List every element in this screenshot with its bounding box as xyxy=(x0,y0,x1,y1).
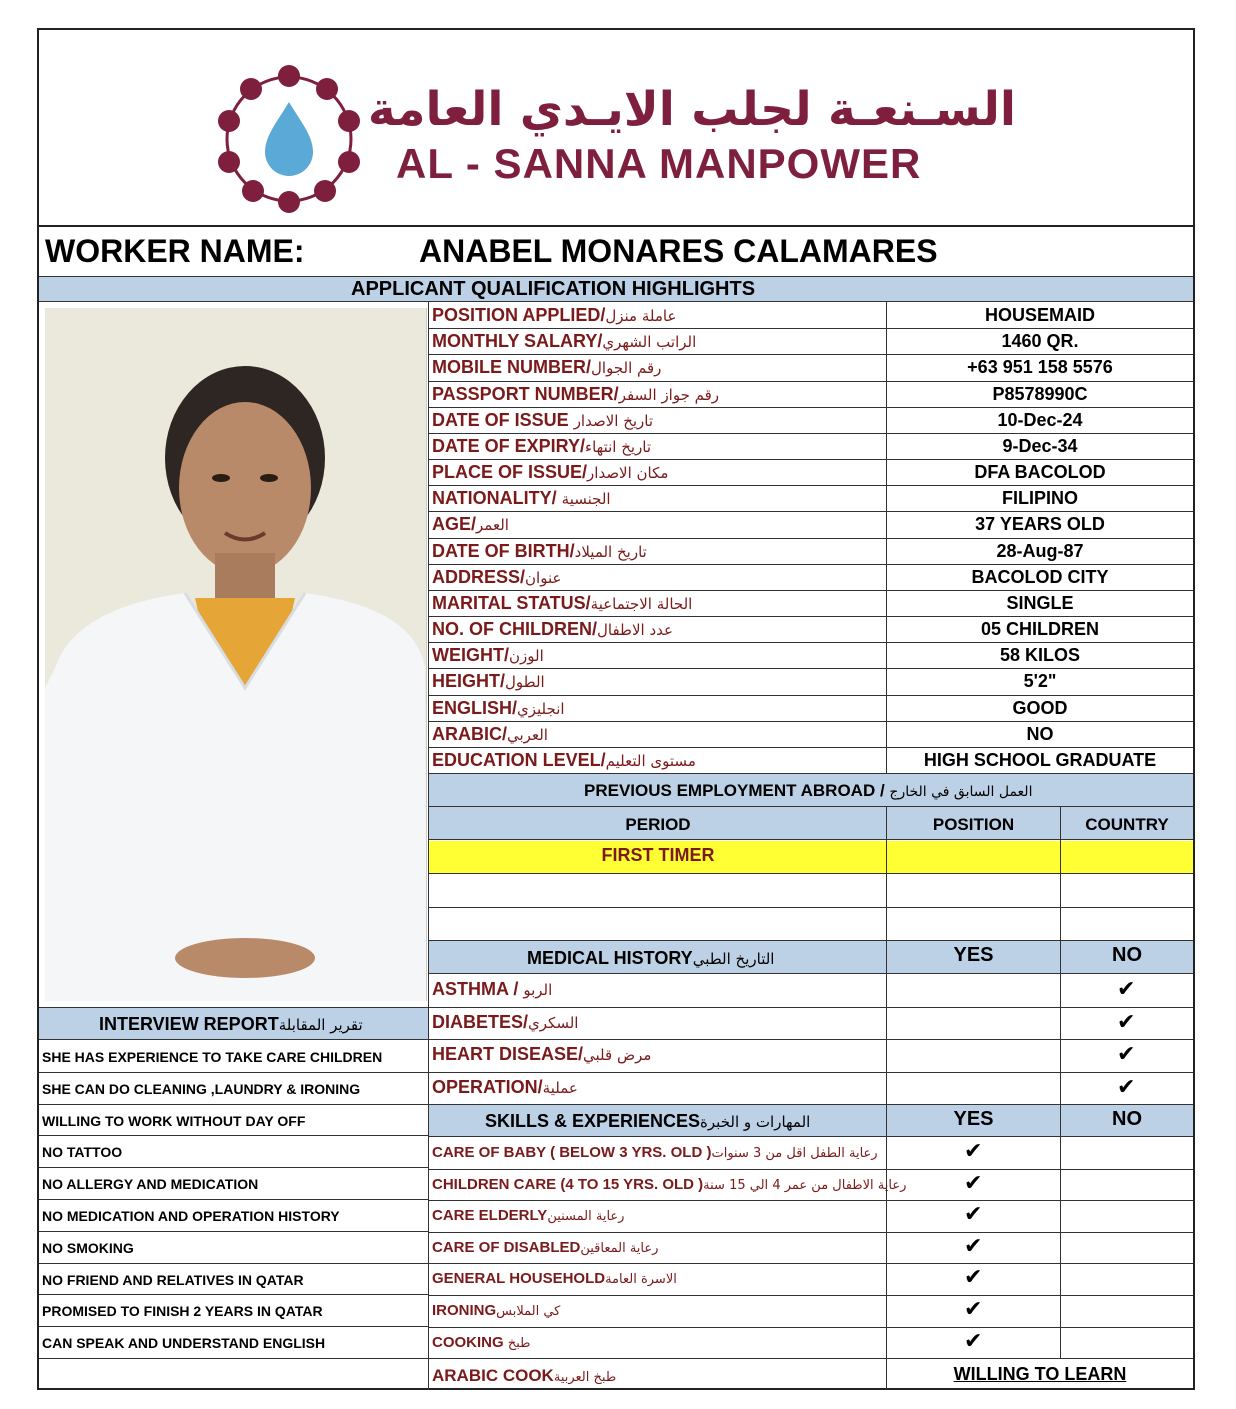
detail-label-ar: تاريخ الاصدار xyxy=(573,412,654,430)
medical-item-label-en: OPERATION/ xyxy=(432,1077,543,1097)
check-mark-icon: ✔ xyxy=(1117,976,1136,1001)
detail-label xyxy=(432,541,647,562)
medical-title-ar: التاريخ الطبي xyxy=(692,950,775,968)
detail-value: 37 YEARS OLD xyxy=(975,514,1105,534)
worker-name-value: ANABEL MONARES CALAMARES xyxy=(419,233,938,269)
employment-title-en: PREVIOUS EMPLOYMENT ABROAD / xyxy=(584,781,885,800)
detail-value: 5'2" xyxy=(1023,671,1057,691)
detail-label-ar: رقم الجوال xyxy=(591,359,662,377)
detail-value: SINGLE xyxy=(1006,593,1074,613)
detail-label xyxy=(432,698,565,719)
skills-no-header: NO xyxy=(1112,1108,1142,1130)
skill-item-label xyxy=(432,1176,906,1193)
skill-item-label-ar: رعاية المعاقين xyxy=(580,1241,659,1256)
skill-item-label xyxy=(432,1302,560,1319)
detail-label-en: ADDRESS/ xyxy=(432,567,526,587)
interview-line: NO FRIEND AND RELATIVES IN QATAR xyxy=(42,1272,304,1288)
detail-value: HIGH SCHOOL GRADUATE xyxy=(923,750,1157,770)
check-mark-icon: ✔ xyxy=(964,1264,983,1289)
medical-yes-header: YES xyxy=(953,944,994,966)
detail-value: BACOLOD CITY xyxy=(971,567,1109,587)
worker-name-label: WORKER NAME: xyxy=(45,233,305,269)
arabic-cook-label-en: ARABIC COOK xyxy=(432,1366,554,1385)
skill-item-label-ar: رعاية الطفل اقل من 3 سنوات xyxy=(711,1146,878,1161)
detail-label-en: PASSPORT NUMBER/ xyxy=(432,384,619,404)
employment-header-position: POSITION xyxy=(932,815,1015,834)
applicant-sheet xyxy=(37,28,1195,1390)
interview-line: NO ALLERGY AND MEDICATION xyxy=(42,1176,259,1192)
skill-item-label-en: GENERAL HOUSEHOLD xyxy=(432,1270,606,1287)
check-mark-icon: ✔ xyxy=(964,1328,983,1353)
applicant-photo xyxy=(45,308,427,1001)
medical-title-en: MEDICAL HISTORY xyxy=(527,948,693,968)
detail-label xyxy=(432,750,696,771)
medical-item-label-en: HEART DISEASE/ xyxy=(432,1044,584,1064)
interview-title-ar: تقرير المقابلة xyxy=(278,1016,363,1034)
employment-header-country: COUNTRY xyxy=(1085,815,1169,834)
check-mark-icon: ✔ xyxy=(964,1138,983,1163)
medical-item-label-en: DIABETES/ xyxy=(432,1012,529,1032)
company-header xyxy=(39,30,1193,227)
detail-label xyxy=(432,671,545,692)
detail-label-en: NO. OF CHILDREN/ xyxy=(432,619,597,639)
detail-value: 05 CHILDREN xyxy=(980,619,1100,639)
medical-item-label xyxy=(432,1077,578,1098)
skill-item-label-en: CARE OF BABY ( BELOW 3 YRS. OLD ) xyxy=(432,1144,712,1161)
detail-label xyxy=(432,724,548,745)
interview-title xyxy=(99,1014,363,1035)
detail-label-ar: عاملة منزل xyxy=(605,307,677,325)
medical-item-label xyxy=(432,979,552,1000)
check-mark-icon: ✔ xyxy=(964,1296,983,1321)
employment-title xyxy=(584,781,1032,801)
check-mark-icon: ✔ xyxy=(1117,1009,1136,1034)
employment-header-period: PERIOD xyxy=(625,815,691,834)
detail-label xyxy=(432,514,509,535)
skill-item-label-ar: رعاية الاطفال من عمر 4 الي 15 سنة xyxy=(703,1178,907,1193)
detail-value: NO xyxy=(1026,724,1054,744)
detail-label xyxy=(432,567,561,588)
medical-item-label xyxy=(432,1044,651,1065)
skills-yes-header: YES xyxy=(953,1108,994,1130)
detail-label-en: DATE OF ISSUE xyxy=(432,410,574,430)
skill-item-label-ar: كي الملابس xyxy=(496,1304,561,1319)
skill-item-label-en: IRONING xyxy=(432,1302,497,1319)
interview-line: NO MEDICATION AND OPERATION HISTORY xyxy=(42,1208,340,1224)
medical-item-label-ar: عملية xyxy=(542,1079,578,1097)
interview-line: SHE HAS EXPERIENCE TO TAKE CARE CHILDREN xyxy=(42,1049,383,1065)
company-name-english: AL - SANNA MANPOWER xyxy=(396,140,922,187)
detail-value: GOOD xyxy=(1012,698,1068,718)
detail-label-en: MARITAL STATUS/ xyxy=(432,593,591,613)
detail-label-en: MONTHLY SALARY/ xyxy=(432,331,603,351)
skill-item-label-ar: طبخ xyxy=(507,1336,531,1351)
skill-item-label xyxy=(432,1334,531,1351)
medical-title xyxy=(527,948,774,969)
interview-line: WILLING TO WORK WITHOUT DAY OFF xyxy=(42,1113,306,1129)
skill-item-label xyxy=(432,1239,658,1256)
detail-label xyxy=(432,410,653,431)
arabic-cook-value: WILLING TO LEARN xyxy=(953,1364,1127,1384)
detail-label-ar: مستوى التعليم xyxy=(605,752,696,770)
interview-line: SHE CAN DO CLEANING ,LAUNDRY & IRONING xyxy=(42,1081,361,1097)
detail-label-ar: الحالة الاجتماعية xyxy=(590,595,693,613)
detail-value: 58 KILOS xyxy=(999,645,1081,665)
detail-label xyxy=(432,357,661,378)
detail-value: 10-Dec-24 xyxy=(997,410,1083,430)
detail-label-ar: تاريخ انتهاء xyxy=(585,438,652,456)
detail-label xyxy=(432,645,544,666)
detail-label-ar: الراتب الشهري xyxy=(602,333,697,351)
detail-label-en: HEIGHT/ xyxy=(432,671,506,691)
skill-item-label-en: CHILDREN CARE (4 TO 15 YRS. OLD ) xyxy=(432,1176,704,1193)
detail-label-ar: الجنسية xyxy=(561,490,611,508)
detail-label xyxy=(432,488,611,509)
check-mark-icon: ✔ xyxy=(1117,1074,1136,1099)
detail-label-ar: عنوان xyxy=(525,569,562,587)
skill-item-label xyxy=(432,1207,624,1224)
medical-item-label-ar: الربو xyxy=(523,981,553,999)
detail-value: DFA BACOLOD xyxy=(974,462,1106,482)
detail-value: P8578990C xyxy=(992,384,1088,404)
skill-item-label-en: COOKING xyxy=(432,1334,508,1351)
skill-item-label-ar: رعاية المسنين xyxy=(547,1209,625,1224)
skill-item-label-ar: الاسرة العامة xyxy=(605,1272,677,1287)
medical-item-label xyxy=(432,1012,578,1033)
detail-label xyxy=(432,436,651,457)
detail-label xyxy=(432,462,668,483)
detail-label-en: ARABIC/ xyxy=(432,724,507,744)
detail-value: 28-Aug-87 xyxy=(996,541,1084,561)
detail-label-ar: تاريخ الميلاد xyxy=(574,543,647,561)
medical-no-header: NO xyxy=(1112,944,1142,966)
detail-value: 9-Dec-34 xyxy=(1002,436,1078,456)
check-mark-icon: ✔ xyxy=(964,1170,983,1195)
interview-title-en: INTERVIEW REPORT xyxy=(99,1014,279,1034)
detail-label xyxy=(432,384,719,405)
water-drop-logo-icon xyxy=(207,64,372,214)
detail-label-ar: الطول xyxy=(505,673,545,691)
detail-value: FILIPINO xyxy=(1002,488,1078,508)
medical-item-label-ar: مرض قلبي xyxy=(583,1046,652,1064)
check-mark-icon: ✔ xyxy=(964,1201,983,1226)
detail-label-en: AGE/ xyxy=(432,514,477,534)
detail-label-en: DATE OF BIRTH/ xyxy=(432,541,575,561)
arabic-cook-label-ar: طبخ العربية xyxy=(553,1370,617,1385)
detail-label-ar: رقم جواز السفر xyxy=(618,386,720,404)
detail-label-en: PLACE OF ISSUE/ xyxy=(432,462,588,482)
detail-label-ar: العربي xyxy=(507,726,548,744)
detail-label-ar: مكان الاصدار xyxy=(587,464,669,482)
check-mark-icon: ✔ xyxy=(1117,1041,1136,1066)
skills-title-en: SKILLS & EXPERIENCES xyxy=(485,1111,701,1131)
interview-line: PROMISED TO FINISH 2 YEARS IN QATAR xyxy=(42,1303,323,1319)
check-mark-icon: ✔ xyxy=(964,1233,983,1258)
skill-item-label-en: CARE OF DISABLED xyxy=(432,1239,581,1256)
detail-label-en: WEIGHT/ xyxy=(432,645,509,665)
detail-value: +63 951 158 5576 xyxy=(967,357,1113,377)
employment-title-ar: العمل السابق في الخارج xyxy=(889,784,1033,800)
company-name-arabic: السـنعـة لجلب الايـدي العامة xyxy=(367,82,1016,137)
qualification-title: APPLICANT QUALIFICATION HIGHLIGHTS xyxy=(351,278,756,300)
detail-label xyxy=(432,593,692,614)
skill-label-arabic-cook xyxy=(432,1366,616,1386)
detail-label-ar: انجليزي xyxy=(517,700,565,718)
first-timer-label: FIRST TIMER xyxy=(601,845,715,865)
interview-line: NO SMOKING xyxy=(42,1240,134,1256)
detail-label-en: EDUCATION LEVEL/ xyxy=(432,750,606,770)
detail-value: HOUSEMAID xyxy=(984,305,1095,325)
detail-label-en: MOBILE NUMBER/ xyxy=(432,357,591,377)
detail-label-en: POSITION APPLIED/ xyxy=(432,305,606,325)
detail-label-ar: العمر xyxy=(476,516,509,534)
detail-value: 1460 QR. xyxy=(1001,331,1079,351)
skills-title xyxy=(485,1111,810,1132)
interview-line: CAN SPEAK AND UNDERSTAND ENGLISH xyxy=(42,1335,326,1351)
detail-label-en: DATE OF EXPIRY/ xyxy=(432,436,586,456)
detail-label-en: NATIONALITY/ xyxy=(432,488,562,508)
detail-label xyxy=(432,619,673,640)
skill-item-label xyxy=(432,1144,878,1161)
skills-title-ar: المهارات و الخبرة xyxy=(700,1113,811,1131)
worker-name-row xyxy=(39,227,1193,276)
skill-item-label xyxy=(432,1270,677,1287)
detail-label xyxy=(432,305,676,326)
medical-item-label-ar: السكري xyxy=(528,1014,579,1032)
interview-line: NO TATTOO xyxy=(42,1144,123,1160)
medical-item-label-en: ASTHMA / xyxy=(432,979,524,999)
detail-label xyxy=(432,331,696,352)
detail-label-ar: الوزن xyxy=(509,647,544,665)
detail-label-en: ENGLISH/ xyxy=(432,698,518,718)
skill-item-label-en: CARE ELDERLY xyxy=(432,1207,548,1224)
detail-label-ar: عدد الاطفال xyxy=(597,621,673,639)
